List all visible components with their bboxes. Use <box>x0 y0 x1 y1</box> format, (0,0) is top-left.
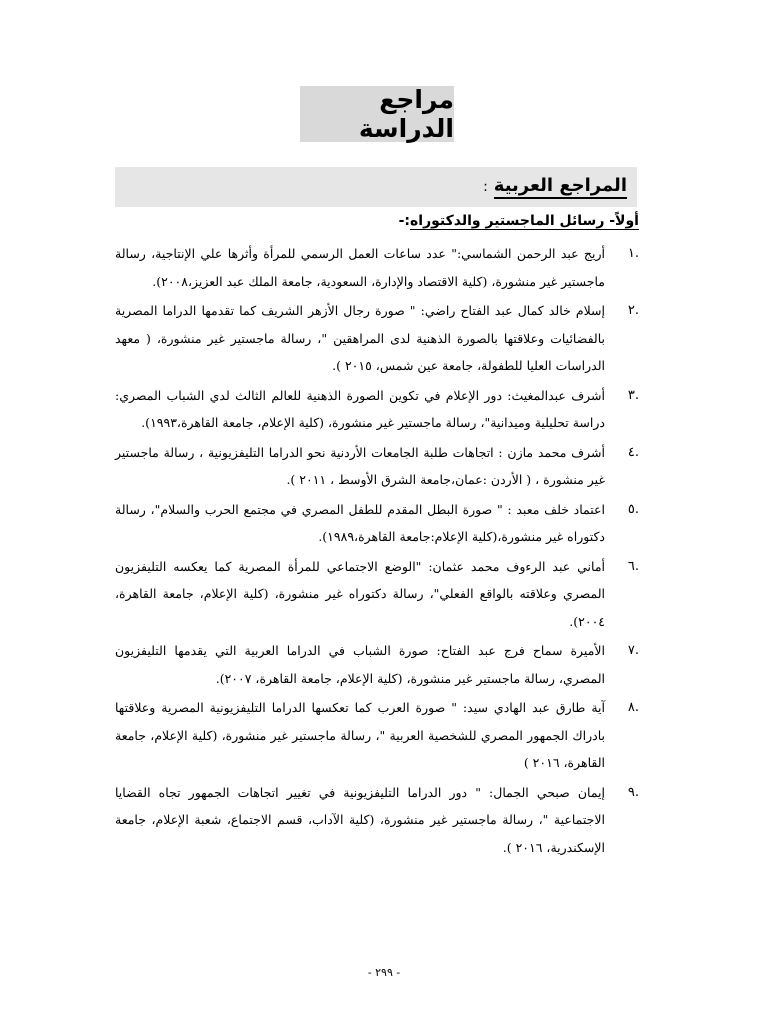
reference-text: إيمان صبحي الجمال: " دور الدراما التليفزيونية في تغيير اتجاهات الجمهور تجاه القضايا الاجتماعية "، رسالة ماجستير غير منشورة، (كلية الآداب، قسم الاجتماع، شعبة الإعلام، جامعة الإسكندرية، ٢٠١٦ ). <box>115 784 605 855</box>
reference-number: .٣ <box>627 387 639 403</box>
reference-item <box>115 240 639 295</box>
reference-item <box>115 779 639 862</box>
page-title: مراجع الدراسة <box>300 86 454 142</box>
reference-number: .٦ <box>627 558 639 574</box>
reference-item <box>115 496 639 551</box>
reference-item <box>115 382 639 437</box>
subheading-label: أولاً- رسائل الماجستير والدكتوراه <box>410 213 639 229</box>
reference-text: أشرف محمد مازن : اتجاهات طلبة الجامعات الأردنية نحو الدراما التليفزيونية ، رسالة ماجستير غير منشورة ، ( الأردن :عمان،جامعة الشرق الأوسط ، ٢٠١١ ). <box>115 444 605 487</box>
section-colon: : <box>483 179 488 195</box>
reference-text: آية طارق عبد الهادي سيد: " صورة العرب كما تعكسها الدراما التليفزيونية المصرية وعلاقتها بادراك الجمهور المصري للشخصية العربية "، رسالة ماجستير غير منشورة، (كلية الإعلام، جامعة القاهرة، ٢٠١٦ ) <box>115 700 605 770</box>
subheading-suffix: :- <box>398 213 411 229</box>
reference-text: أريج عبد الرحمن الشماسي:" عدد ساعات العمل الرسمي للمرأة وأثرها علي الإنتاجية، رسالة ماجستير غير منشورة، (كلية الاقتصاد والإدارة، السعودية، جامعة الملك عبد العزيز،٢٠٠٨). <box>115 246 605 289</box>
reference-text: إسلام خالد كمال عبد الفتاح راضي: " صورة رجال الأزهر الشريف كما تقدمها الدراما المصرية بالفضائيات وعلاقتها بالصورة الذهنية لدى المراهقين "، رسالة ماجستير غير منشورة، ( معهد الدراسات العليا للطفولة، جامعة عين شمس، ٢٠١٥ ). <box>115 303 605 373</box>
page-number: - ٢٩٩ - <box>367 966 401 979</box>
reference-number: .٥ <box>627 501 639 517</box>
reference-item <box>115 553 639 636</box>
reference-number: .٩ <box>627 784 639 800</box>
reference-list <box>115 240 639 863</box>
reference-item <box>115 637 639 692</box>
reference-text: أماني عبد الرءوف محمد عثمان: "الوضع الاجتماعي للمرأة المصرية كما يعكسه التليفزيون المصري وعلاقته بالواقع الفعلي"، رسالة دكتوراه غير منشورة، (كلية الإعلام، جامعة القاهرة، ٢٠٠٤). <box>115 558 605 629</box>
reference-item <box>115 439 639 494</box>
section-header <box>115 167 637 207</box>
reference-number: .٨ <box>627 700 639 715</box>
reference-number: .٧ <box>627 643 639 658</box>
reference-number: .٢ <box>627 303 639 318</box>
reference-text: اعتماد خلف معبد : " صورة البطل المقدم للطفل المصري في مجتمع الحرب والسلام"، رسالة دكتوراه غير منشورة،(كلية الإعلام:جامعة القاهرة،١٩٨٩). <box>115 501 605 544</box>
subheading <box>115 210 639 232</box>
reference-item <box>115 297 639 380</box>
reference-item <box>115 694 639 777</box>
reference-text: أشرف عبدالمغيث: دور الإعلام في تكوين الصورة الذهنية للعالم الثالث لدي الشباب المصري: دراسة تحليلية وميدانية"، رسالة ماجستير غير منشورة، (كلية الإعلام، جامعة القاهرة،١٩٩٣). <box>115 387 605 430</box>
reference-number: .٤ <box>627 444 639 460</box>
reference-text: الأميرة سماح فرج عبد الفتاح: صورة الشباب في الدراما العربية التي يقدمها التليفزيون المصري، رسالة ماجستير غير منشورة، (كلية الإعلام، جامعة القاهرة، ٢٠٠٧). <box>115 643 605 686</box>
section-label: المراجع العربية <box>494 175 627 199</box>
reference-number: .١ <box>627 246 639 261</box>
